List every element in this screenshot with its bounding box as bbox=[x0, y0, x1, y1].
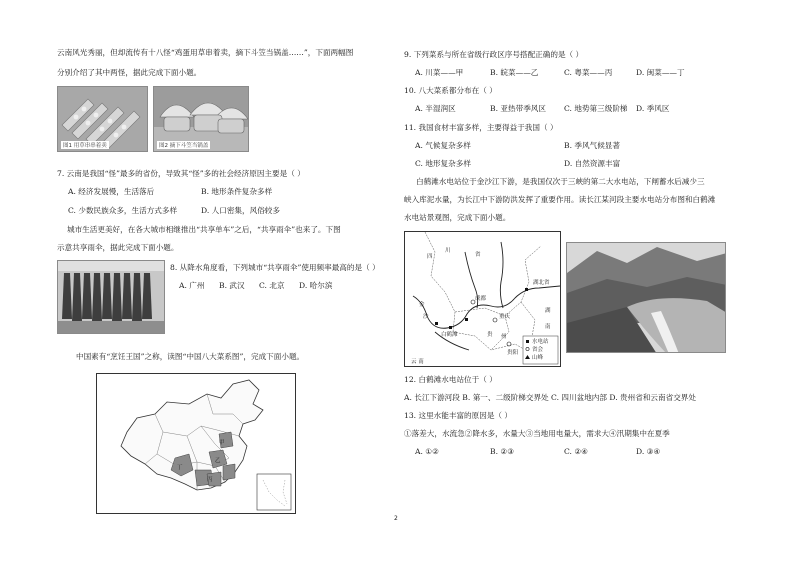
q7-option-d: D. 人口密集，风俗较多 bbox=[201, 206, 280, 215]
q12-stem: 12. 白鹤滩水电站位于（ ） bbox=[404, 375, 497, 384]
q9-option-c: C. 粤菜——丙 bbox=[564, 68, 613, 77]
intro-yunnan-line1: 云南风光秀丽，但却流传有十八怪“鸡蛋用草串着卖，摘下斗笠当锅盖……”，下面两幅图 bbox=[57, 48, 354, 57]
map2-label-jin: 金 bbox=[419, 302, 425, 308]
map2-legend-station: 水电站 bbox=[532, 339, 549, 345]
q13-stem: 13. 这里水能丰富的原因是（ ） bbox=[404, 411, 513, 420]
map2-label-hu: 湖 bbox=[545, 308, 551, 314]
q10-stem: 10. 八大菜系都分布在（ ） bbox=[404, 86, 497, 95]
q10-option-b: B. 亚热带季风区 bbox=[490, 104, 546, 113]
intro-cuisine: 中国素有“烹饪王国”之称，读图“中国八大菜系图”，完成下面小题。 bbox=[76, 352, 305, 361]
map2-legend-mountain: 山峰 bbox=[532, 355, 544, 361]
map2-label-chuan: 川 bbox=[445, 248, 451, 254]
q13-option-c: C. ②④ bbox=[564, 447, 588, 456]
q8-stem: 8. 从降水角度看，下列城市“共享雨伞”使用频率最高的是（ ） bbox=[170, 263, 380, 272]
q10-option-c: C. 地势第三级阶梯 bbox=[564, 104, 628, 113]
q11-option-d: D. 自然资源丰富 bbox=[564, 159, 621, 168]
q8-option-b: B. 武汉 bbox=[219, 281, 245, 290]
intro-yunnan-line2: 分别介绍了其中两怪，据此完成下面小题。 bbox=[57, 68, 202, 77]
intro-baihetan-line3: 水电站景观图，完成下面小题。 bbox=[404, 213, 511, 222]
map2-label-chongqing: 重庆 bbox=[499, 314, 511, 320]
q11-option-c: C. 地形复杂多样 bbox=[415, 159, 471, 168]
q9-stem: 9. 下列菜系与所在省级行政区序号搭配正确的是（ ） bbox=[404, 50, 584, 59]
map-label-yi: 乙 bbox=[215, 458, 221, 464]
map2-label-guiyang: 贵阳 bbox=[507, 350, 519, 356]
q8-option-d: D. 哈尔滨 bbox=[299, 281, 333, 290]
photo-eggs-in-straw bbox=[57, 86, 148, 152]
intro-baihetan-line2: 峡入库泥水量，为长江中下游防洪发挥了重要作用。读长江某河段主要水电站分布图和白鹤滩 bbox=[404, 195, 716, 204]
q11-stem: 11. 我国食材丰富多样，主要得益于我国（ ） bbox=[404, 123, 558, 132]
q10-option-d: D. 季风区 bbox=[636, 104, 670, 113]
q9-option-a: A. 川菜——甲 bbox=[415, 68, 464, 77]
q13-items: ①落差大，水流急②降水多，水量大③当地用电量大，需求大④汛期集中在夏季 bbox=[404, 429, 670, 438]
map2-label-chengdu: 成都 bbox=[475, 296, 487, 302]
q7-option-a: A. 经济发展慢，生活落后 bbox=[68, 187, 155, 196]
map-label-jia: 甲 bbox=[219, 440, 225, 446]
photo-baihetan-dam bbox=[566, 242, 726, 353]
q12-options: A. 长江下游河段 B. 第一、二级阶梯交界处 C. 四川盆地内部 D. 贵州省和云南省交界处 bbox=[404, 393, 696, 402]
q11-option-b: B. 季风气候显著 bbox=[564, 141, 620, 150]
q8-option-a: A. 广州 bbox=[179, 281, 205, 290]
q10-option-a: A. 半湿润区 bbox=[415, 104, 456, 113]
page-number: 2 bbox=[394, 515, 398, 522]
q7-option-b: B. 地形条件复杂多样 bbox=[201, 187, 273, 196]
q7-stem: 7. 云南是我国“怪”最多的省份，导致其“怪”多的社会经济原因主要是（ ） bbox=[57, 169, 305, 178]
intro-baihetan-line1: 白鹤滩水电站位于金沙江下游，是我国仅次于三峡的第二大水电站，下闸蓄水后减少三 bbox=[416, 177, 705, 186]
q13-option-d: D. ③④ bbox=[636, 447, 661, 456]
map-label-ding: 丁 bbox=[177, 465, 183, 471]
map2-legend-capital: 省会 bbox=[532, 347, 544, 353]
intro-umbrella-line1: 城市生活更美好，在各大城市相继推出“共享单车”之后，“共享雨伞”也来了。下图 bbox=[67, 225, 341, 234]
q7-option-c: C. 少数民族众多，生活方式多样 bbox=[68, 206, 178, 215]
intro-umbrella-line2: 示意共享雨伞，据此完成下面小题。 bbox=[57, 243, 179, 252]
photo2-caption: 图2 摘下斗笠当锅盖 bbox=[159, 143, 209, 149]
map2-label-zhou: 州 bbox=[501, 334, 507, 340]
q8-option-c: C. 北京 bbox=[259, 281, 285, 290]
photo-hat-pot-lid bbox=[153, 86, 249, 152]
map2-label-yunnan: 云 南 bbox=[411, 359, 424, 365]
map2-label-gui: 贵 bbox=[487, 332, 493, 338]
q11-option-a: A. 气候复杂多样 bbox=[415, 141, 471, 150]
q13-option-a: A. ①② bbox=[415, 447, 439, 456]
map2-label-sheng: 省 bbox=[475, 252, 481, 258]
map2-label-hubei: 湖北省 bbox=[533, 280, 550, 286]
map2-label-sha: 沙 bbox=[423, 314, 429, 320]
q9-option-d: D. 闽菜——丁 bbox=[636, 68, 685, 77]
china-cuisine-map bbox=[96, 373, 296, 514]
map2-label-nan: 南 bbox=[545, 324, 551, 330]
photo-shared-umbrellas bbox=[57, 260, 165, 334]
q13-option-b: B. ②③ bbox=[490, 447, 515, 456]
photo1-caption: 图1 用草串串着卖 bbox=[63, 143, 107, 149]
map-label-bing: 丙 bbox=[207, 477, 213, 483]
q9-option-b: B. 皖菜——乙 bbox=[490, 68, 539, 77]
yangtze-hydropower-map bbox=[404, 231, 561, 367]
map2-label-si: 四 bbox=[427, 254, 433, 260]
map2-label-baihetan: 白鹤滩 bbox=[441, 332, 458, 338]
